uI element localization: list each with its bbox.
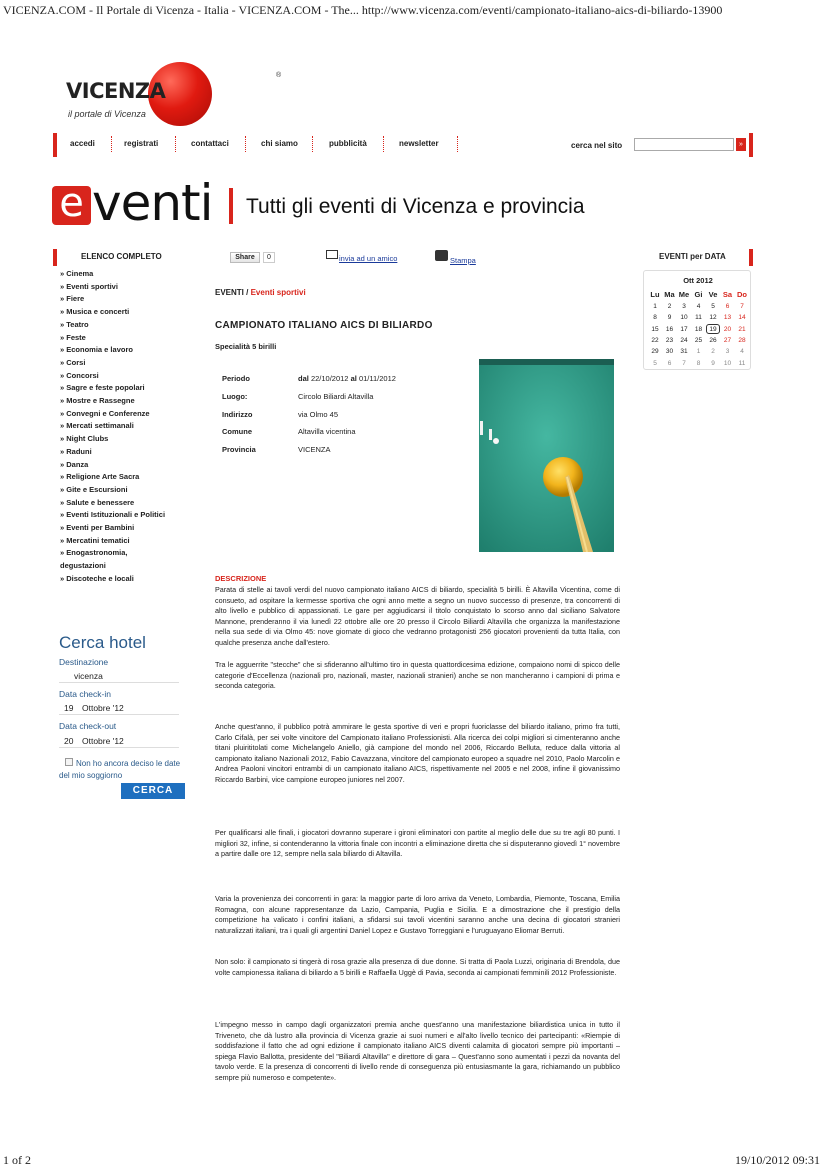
calendar-weekday: Do [737,290,747,299]
hotel-search-button[interactable]: CERCA [121,783,185,799]
info-label-address: Indirizzo [222,410,253,419]
category-item-istituzionali[interactable]: » Eventi Istituzionali e Politici [60,510,166,520]
calendar-day[interactable]: 9 [667,314,672,322]
share-count: 0 [263,252,275,263]
description-paragraph: Per qualificarsi alle finali, i giocatori dovranno superare i gironi eliminatori con partite al meglio delle due su tre agli 80 punti. I migliori 32, infine, si contenderanno la vittoria finale con incontri a eliminazione diretta che si disputeranno giovedì 1° novembre a partire dalle ore 12, sempre nella sala biliardo di Altavilla. [215,828,620,859]
calendar-day[interactable]: 8 [653,314,657,322]
calendar-day[interactable]: 10 [723,359,732,367]
top-navbar [53,133,753,157]
envelope-icon[interactable] [326,250,338,259]
description-paragraph: Non solo: il campionato si tingerà di rosa grazie alla presenza di due donne. Si tratta di Paola Luzzi, originaria di Brendola, due volte campionessa italiana di biliardo a 5 birilli e Raffaella Uggè di Pavia, seconda ai campionati femminili 2012 Professioniste. [215,957,620,977]
event-title: CAMPIONATO ITALIANO AICS DI BILIARDO [215,320,433,331]
nav-accedi[interactable]: accedi [70,139,95,148]
calendar-day[interactable]: 9 [711,359,715,367]
hotel-search-title: Cerca hotel [59,633,146,652]
calendar-day[interactable]: 7 [740,303,744,310]
calendar-day[interactable]: 14 [738,314,746,322]
categories-heading-label: ELENCO COMPLETO [81,252,162,261]
nav-registrati[interactable]: registrati [124,139,159,148]
event-photo [479,359,614,552]
calendar-day[interactable]: 7 [682,359,686,367]
calendar-heading-label: EVENTI per DATA [659,252,726,261]
calendar-weekday: Me [678,290,690,299]
logo-com: .COM [214,79,275,103]
calendar-day[interactable]: 25 [694,336,703,344]
calendar-day[interactable]: 31 [680,348,688,356]
calendar-day[interactable]: 16 [665,325,674,333]
nav-contattaci[interactable]: contattaci [191,139,229,148]
category-item-salute[interactable]: » Salute e benessere [60,497,135,507]
field-underline [59,714,179,715]
calendar-day[interactable]: 2 [711,348,715,356]
calendar-day[interactable]: 3 [682,303,686,310]
category-item-mercati[interactable]: » Mercati settimanali [60,421,134,431]
site-search-input[interactable] [634,138,734,151]
calendar-day[interactable]: 23 [665,336,674,344]
info-label-place: Luogo: [222,392,248,401]
nav-separator [111,136,112,152]
description-paragraph: L'impegno messo in campo dagli organizzatori premia anche quest'anno una manifestazione biliardistica unica in tutto il Triveneto, che dà lustro alla provincia di Vicenza grazie ai suoi numeri e all'alto livello tecnico dei partecipanti: «Riempie di soddisfazione il fatto che ad ogni edizione il campionato italiano AICS diventi calamita di giocatori sempre più importanti – spiega Flavio Ballotta, presidente del "Biliardi Altavilla" e direttore di gara – Quest'anno sono aumentati i pezzi da novanta del tavolo verde. E la presenza di concorrenti di livello rende di conseguenza più entusiasmante la gara, richiamando un pubblico sempre più numeroso e competente». [215,1020,620,1082]
nav-separator [457,136,458,152]
calendar-day[interactable]: 30 [665,348,674,356]
calendar-month: Ott 2012 [683,276,713,285]
description-paragraph: Parata di stelle ai tavoli verdi del nuovo campionato italiano AICS di biliardo, specialità 5 birilli. È Altavilla Vicentina, come di consueto, ad ospitare la kermesse sportiva che ogni anno mette a segno un nuovo successo di presenze, tra concorrenti di alto livello e pubblico di appassionati. Le gare per aggiudicarsi il titolo conquistato lo scorso anno dal siciliano Salvatore Mannone, prenderanno il via lunedì 22 ottobre alle ore 20 presso il Circolo Biliardi Altavilla che organizza la manifestazione nella sua sede di via Olmo 45: nove giornate di gioco che vedranno protagonisti 256 giocatori provenienti da tutta Italia, con qualche presenza anche dall'estero. [215,585,620,647]
nav-chi-siamo[interactable]: chi siamo [261,139,298,148]
logo-registered: ® [276,72,282,79]
calendar-day[interactable]: 22 [651,336,659,344]
field-underline [59,747,179,748]
calendar-day[interactable]: 11 [738,359,746,367]
calendar-day[interactable]: 1 [696,348,701,356]
events-calendar [643,270,751,370]
category-item-enogastronomia[interactable]: » Enogastronomia, [60,548,128,558]
category-item-night-clubs[interactable]: » Night Clubs [60,434,109,444]
category-item-economia[interactable]: » Economia e lavoro [60,345,133,355]
calendar-day[interactable]: 11 [695,314,702,322]
checkout-month-select[interactable]: Ottobre '12 [82,736,124,746]
calendar-day[interactable]: 26 [709,336,717,344]
banner-tagline: Tutti gli eventi di Vicenza e provincia [246,195,585,218]
category-item-gite[interactable]: » Gite e Escursioni [60,484,128,494]
breadcrumb-root[interactable]: EVENTI [215,288,244,297]
undecided-dates-label: Non ho ancora deciso le date del mio soggiorno [59,759,181,780]
share-widget [230,252,280,264]
calendar-weekday: Sa [722,290,733,299]
category-item-degustazioni[interactable]: degustazioni [60,561,106,571]
share-button[interactable]: Share [230,252,260,263]
print-datetime: 19/10/2012 09:31 [734,1153,820,1167]
period-end: 01/11/2012 [358,374,396,383]
category-item-mostre[interactable]: » Mostre e Rassegne [60,396,135,406]
calendar-day[interactable]: 21 [738,325,746,333]
logo-tagline: il portale di Vicenza [68,109,146,119]
nav-pubblicita[interactable]: pubblicità [329,139,367,148]
calendar-day[interactable]: 29 [651,348,659,356]
checkin-day-select[interactable]: 19 [64,703,74,713]
destination-field[interactable]: vicenza [74,671,103,681]
info-label-city: Comune [222,427,252,436]
info-value-address: via Olmo 45 [298,410,339,419]
calendar-day[interactable]: 1 [653,303,657,310]
calendar-day[interactable]: 17 [680,325,688,333]
send-to-friend-link[interactable]: invia ad un amico [339,254,398,263]
description-paragraph: Tra le agguerrite "stecche" che si sfideranno all'ultimo tiro in questa quattordicesima edizione, compaiono nomi di spicco delle categorie d'Eccellenza (nazionali pro, nazionali, master, nazionali stranieri) anche se non mancheranno i campioni di prima e seconda categoria. [215,660,620,691]
category-item-teatro[interactable]: » Teatro [60,319,89,329]
categories-heading [53,249,186,266]
nav-separator [312,136,313,152]
category-item-corsi[interactable]: » Corsi [60,357,86,367]
checkin-month-select[interactable]: Ottobre '12 [82,703,124,713]
info-value-city: Altavilla vicentina [298,427,356,436]
description-paragraph: Anche quest'anno, il pubblico potrà ammirare le gesta sportive di veri e propri fuoriclasse del biliardo italiano, primo fra tutti, Carlo Cifalà, per sei volte vincitore del Campionato italiano Professionisti. Alla ricerca dei colpi migliori si cimenteranno anche titani pluirititolati come Michelangelo Aniello, già campione del mondo nel 2006, Riccardo Belluta, reduce dalla vittoria al campionato italiano Nazionali 2012, Fabio Cavazzana, vincitore del campionato europeo a squadre nel 2010, Paolo Marcolin e Andrea Paoloni vincitori entrambi di un campionato italiano AICS, rispettivamente nel 2005 e nel 2008, infine il giovanissimo Riccardo Barbini, vice campione europeo juniores nel 2007. [215,722,620,784]
calendar-weekday: Gi [694,290,703,299]
calendar-day[interactable]: 3 [725,348,730,356]
print-header: VICENZA.COM - Il Portale di Vicenza - Italia - VICENZA.COM - The... http://www.vicenza.com/eventi/campionato-italiano-aics-di-biliardo-13900 [3,3,723,17]
calendar-day[interactable]: 28 [738,336,746,344]
category-item-discoteche[interactable]: » Discoteche e locali [60,573,134,583]
calendar-day[interactable]: 6 [725,303,730,310]
calendar-today-marker [706,324,720,334]
nav-newsletter[interactable]: newsletter [399,139,439,148]
description-paragraph: Varia la provenienza dei concorrenti in gara: la maggior parte di loro arriva da Veneto, Lombardia, Piemonte, Toscana, Emilia Romagna, con alcune rappresentanze da Lazio, Campania, Puglia e Sicilia. E a dimostrazione che il prestigio della competizione ha valicato i confini italiani, a sfidarsi sui tavoli vicentini saranno anche una decina di giocatori stranieri naturalizzati italiani, tra i quali gli argentini Daniel Lopez e Gustavo Torreggiani e l'uruguayano Eliomar Berruti. [215,894,620,935]
event-subtitle: Specialità 5 birilli [215,342,277,351]
calendar-day[interactable]: 18 [694,325,703,333]
category-item-eventi-sportivi[interactable]: » Eventi sportivi [60,281,118,291]
eventi-logo [52,174,222,232]
info-label-province: Provincia [222,445,256,454]
calendar-day[interactable]: 4 [740,348,744,356]
description-heading: DESCRIZIONE [215,574,267,583]
calendar-day[interactable]: 8 [696,359,701,367]
calendar-day[interactable]: 5 [653,359,657,367]
calendar-day[interactable]: 4 [696,303,701,310]
category-item-danza[interactable]: » Danza [60,459,89,469]
category-item-feste[interactable]: » Feste [60,332,86,342]
info-value-period [298,374,396,383]
print-page-number: 1 of 2 [3,1153,31,1167]
nav-separator [175,136,176,152]
calendar-day[interactable]: 20 [723,325,732,333]
category-item-bambini[interactable]: » Eventi per Bambini [60,523,135,533]
category-item-sagre[interactable]: » Sagre e feste popolari [60,383,145,393]
category-item-fiere[interactable]: » Fiere [60,294,85,304]
calendar-day[interactable]: 2 [667,303,672,310]
nav-separator [383,136,384,152]
print-link[interactable]: Stampa [450,256,476,265]
eventi-logo-word: venti [92,174,213,232]
destination-label: Destinazione [59,657,109,667]
info-label-period: Periodo [222,374,250,383]
calendar-day[interactable]: 6 [667,359,672,367]
site-logo[interactable] [66,62,282,126]
category-item-concorsi[interactable]: » Concorsi [60,370,99,380]
period-start: 22/10/2012 [310,374,349,383]
undecided-dates-checkbox[interactable] [65,758,73,766]
calendar-day[interactable]: 12 [709,314,717,322]
nav-separator [245,136,246,152]
eventi-logo-e: e [52,186,91,225]
info-value-province: VICENZA [298,445,331,454]
calendar-weekday: Ma [664,290,675,299]
banner-divider [229,188,233,224]
breadcrumb-category[interactable]: Eventi sportivi [250,288,306,297]
calendar-day[interactable]: 15 [651,325,659,333]
logo-word: VICENZA [66,79,166,103]
calendar-heading [641,249,753,266]
period-to-word: al [350,374,357,383]
category-item-musica[interactable]: » Musica e concerti [60,307,130,317]
calendar-day[interactable]: 10 [680,314,688,322]
category-list [60,268,185,586]
printer-icon[interactable] [435,250,448,261]
category-item-religione[interactable]: » Religione Arte Sacra [60,472,140,482]
calendar-day[interactable]: 5 [711,303,715,310]
checkin-label: Data check-in [59,689,111,699]
site-search-label: cerca nel sito [571,141,623,150]
category-item-mercatini[interactable]: » Mercatini tematici [60,535,130,545]
calendar-weekday: Lu [650,290,660,299]
category-item-raduni[interactable]: » Raduni [60,446,92,456]
checkout-label: Data check-out [59,721,117,731]
calendar-day[interactable]: 19 [709,325,717,333]
period-from-word: dal [298,374,309,383]
calendar-day[interactable]: 24 [680,336,688,344]
breadcrumb [215,288,306,297]
calendar-day[interactable]: 13 [723,314,732,322]
field-underline [59,682,179,683]
checkout-day-select[interactable]: 20 [64,736,74,746]
breadcrumb-separator: / [243,288,251,297]
category-item-convegni[interactable]: » Convegni e Conferenze [60,408,150,418]
calendar-day[interactable]: 27 [723,336,732,344]
info-value-place: Circolo Biliardi Altavilla [298,392,374,401]
calendar-weekday: Ve [708,290,718,299]
category-item-cinema[interactable]: » Cinema [60,269,94,278]
site-search-button[interactable]: » [736,138,746,151]
